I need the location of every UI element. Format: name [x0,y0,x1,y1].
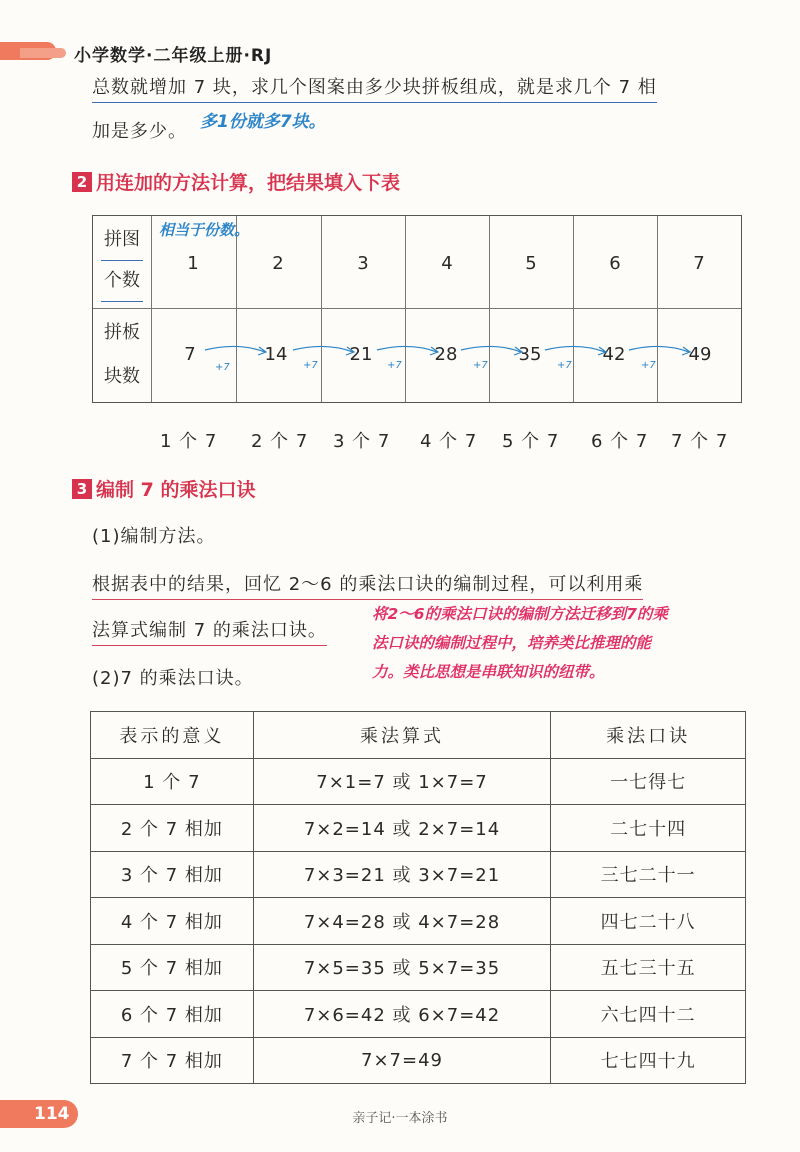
rhyme-cell: 三七二十一 [551,851,746,898]
book-title: 小学数学·二年级上册·RJ [74,46,273,66]
step-label: +7 [473,360,488,371]
block-cell: 49 [688,344,712,365]
block-cell: 7 [184,344,196,365]
block-cell: 35 [518,344,542,365]
table-header-row [91,712,746,759]
intro-handnote: 多1份就多7块。 [200,112,326,132]
rhyme-cell: 二七十四 [551,805,746,852]
footer-text: 亲子记·一本涂书 [352,1111,448,1126]
meaning-cell: 2 个 7 相加 [91,805,254,852]
multiple-label: 6 个 7 [591,431,649,452]
intro-line-1 [92,73,657,99]
table-row [91,944,746,991]
method-para-2-text: 法算式编制 7 的乘法口诀。 [92,620,327,646]
table-row [91,898,746,945]
step-label: +7 [303,360,318,371]
multiple-label: 2 个 7 [251,431,309,452]
method-handnote [372,600,772,687]
arrow-icon [375,342,445,364]
method-handnote-line: 法口诀的编制过程中，培养类比推理的能 [372,634,652,652]
arrow-icon [291,342,361,364]
step-label: +7 [215,362,230,373]
section-3-heading [72,475,255,502]
arrow-icon [459,342,529,364]
multiple-label: 4 个 7 [420,431,478,452]
addition-table [92,215,742,403]
section-3-number: 3 [72,479,92,499]
count-cell: 4 [441,253,453,274]
equation-cell: 7×2=14 或 2×7=14 [253,805,551,852]
block-cell: 21 [349,344,373,365]
count-cell: 2 [272,253,284,274]
arrow-icon [627,342,697,364]
row-label-blocks [93,311,151,399]
step-label: +7 [641,360,656,371]
arrow-icon [543,342,613,364]
intro-line-2: 加是多少。 [92,121,187,142]
multiple-label: 3 个 7 [333,431,391,452]
count-cell: 6 [609,253,621,274]
method-para-1-text: 根据表中的结果，回忆 2～6 的乘法口诀的编制过程，可以利用乘 [92,574,643,600]
count-cell: 7 [693,253,705,274]
count-cell: 5 [525,253,537,274]
table-row [91,851,746,898]
meaning-cell: 3 个 7 相加 [91,851,254,898]
section-2-number: 2 [72,172,92,192]
equation-cell: 7×5=35 或 5×7=35 [253,944,551,991]
multiple-label: 5 个 7 [502,431,560,452]
equation-cell: 7×6=42 或 6×7=42 [253,991,551,1038]
header-decoration [0,40,64,64]
rhyme-cell: 一七得七 [551,758,746,805]
row-label-blocks-a: 拼板 [104,322,140,343]
multiple-label: 1 个 7 [160,431,218,452]
row-label-count-a: 拼图 [101,220,143,261]
rhyme-cell: 七七四十九 [551,1037,746,1084]
equation-cell: 7×7=49 [253,1037,551,1084]
equation-cell: 7×4=28 或 4×7=28 [253,898,551,945]
meaning-cell: 5 个 7 相加 [91,944,254,991]
method-handnote-line: 力。类比思想是串联知识的纽带。 [372,663,605,681]
method-para-2 [92,616,327,642]
arrow-icon [203,342,273,364]
equation-cell: 7×3=21 或 3×7=21 [253,851,551,898]
header-rhyme: 乘法口诀 [551,712,746,759]
section-2-heading [72,168,400,195]
sub-heading-method: (1)编制方法。 [92,526,216,547]
rhyme-cell: 五七三十五 [551,944,746,991]
page-number: 114 [0,1100,78,1128]
meaning-cell: 6 个 7 相加 [91,991,254,1038]
table-row [91,758,746,805]
method-handnote-line: 将2～6的乘法口诀的编制方法迁移到7的乘 [372,605,668,623]
table-row [91,805,746,852]
section-2-title: 用连加的方法计算，把结果填入下表 [96,172,401,194]
step-label: +7 [387,360,402,371]
multiple-label: 7 个 7 [671,431,729,452]
table-handnote: 相当于份数。 [159,221,250,239]
header-meaning: 表示的意义 [91,712,254,759]
equation-cell: 7×1=7 或 1×7=7 [253,758,551,805]
method-para-1 [92,570,643,596]
count-cell: 1 [187,253,199,274]
meaning-cell: 7 个 7 相加 [91,1037,254,1084]
row-label-count-b: 个数 [101,261,143,302]
meaning-cell: 1 个 7 [91,758,254,805]
sub-heading-table: (2)7 的乘法口诀。 [92,668,254,689]
rhyme-cell: 四七二十八 [551,898,746,945]
meaning-cell: 4 个 7 相加 [91,898,254,945]
block-cell: 42 [602,344,626,365]
table-row [91,1037,746,1084]
block-cell: 14 [264,344,288,365]
step-label: +7 [557,360,572,371]
row-label-blocks-b: 块数 [104,366,140,387]
count-cell: 3 [357,253,369,274]
multiplication-table [90,711,746,1084]
header-equation: 乘法算式 [253,712,551,759]
row-label-count [93,220,151,302]
section-3-title: 编制 7 的乘法口诀 [96,479,256,501]
intro-line-1-text: 总数就增加 7 块，求几个图案由多少块拼板组成，就是求几个 7 相 [92,77,657,103]
rhyme-cell: 六七四十二 [551,991,746,1038]
table-row [91,991,746,1038]
block-cell: 28 [434,344,458,365]
